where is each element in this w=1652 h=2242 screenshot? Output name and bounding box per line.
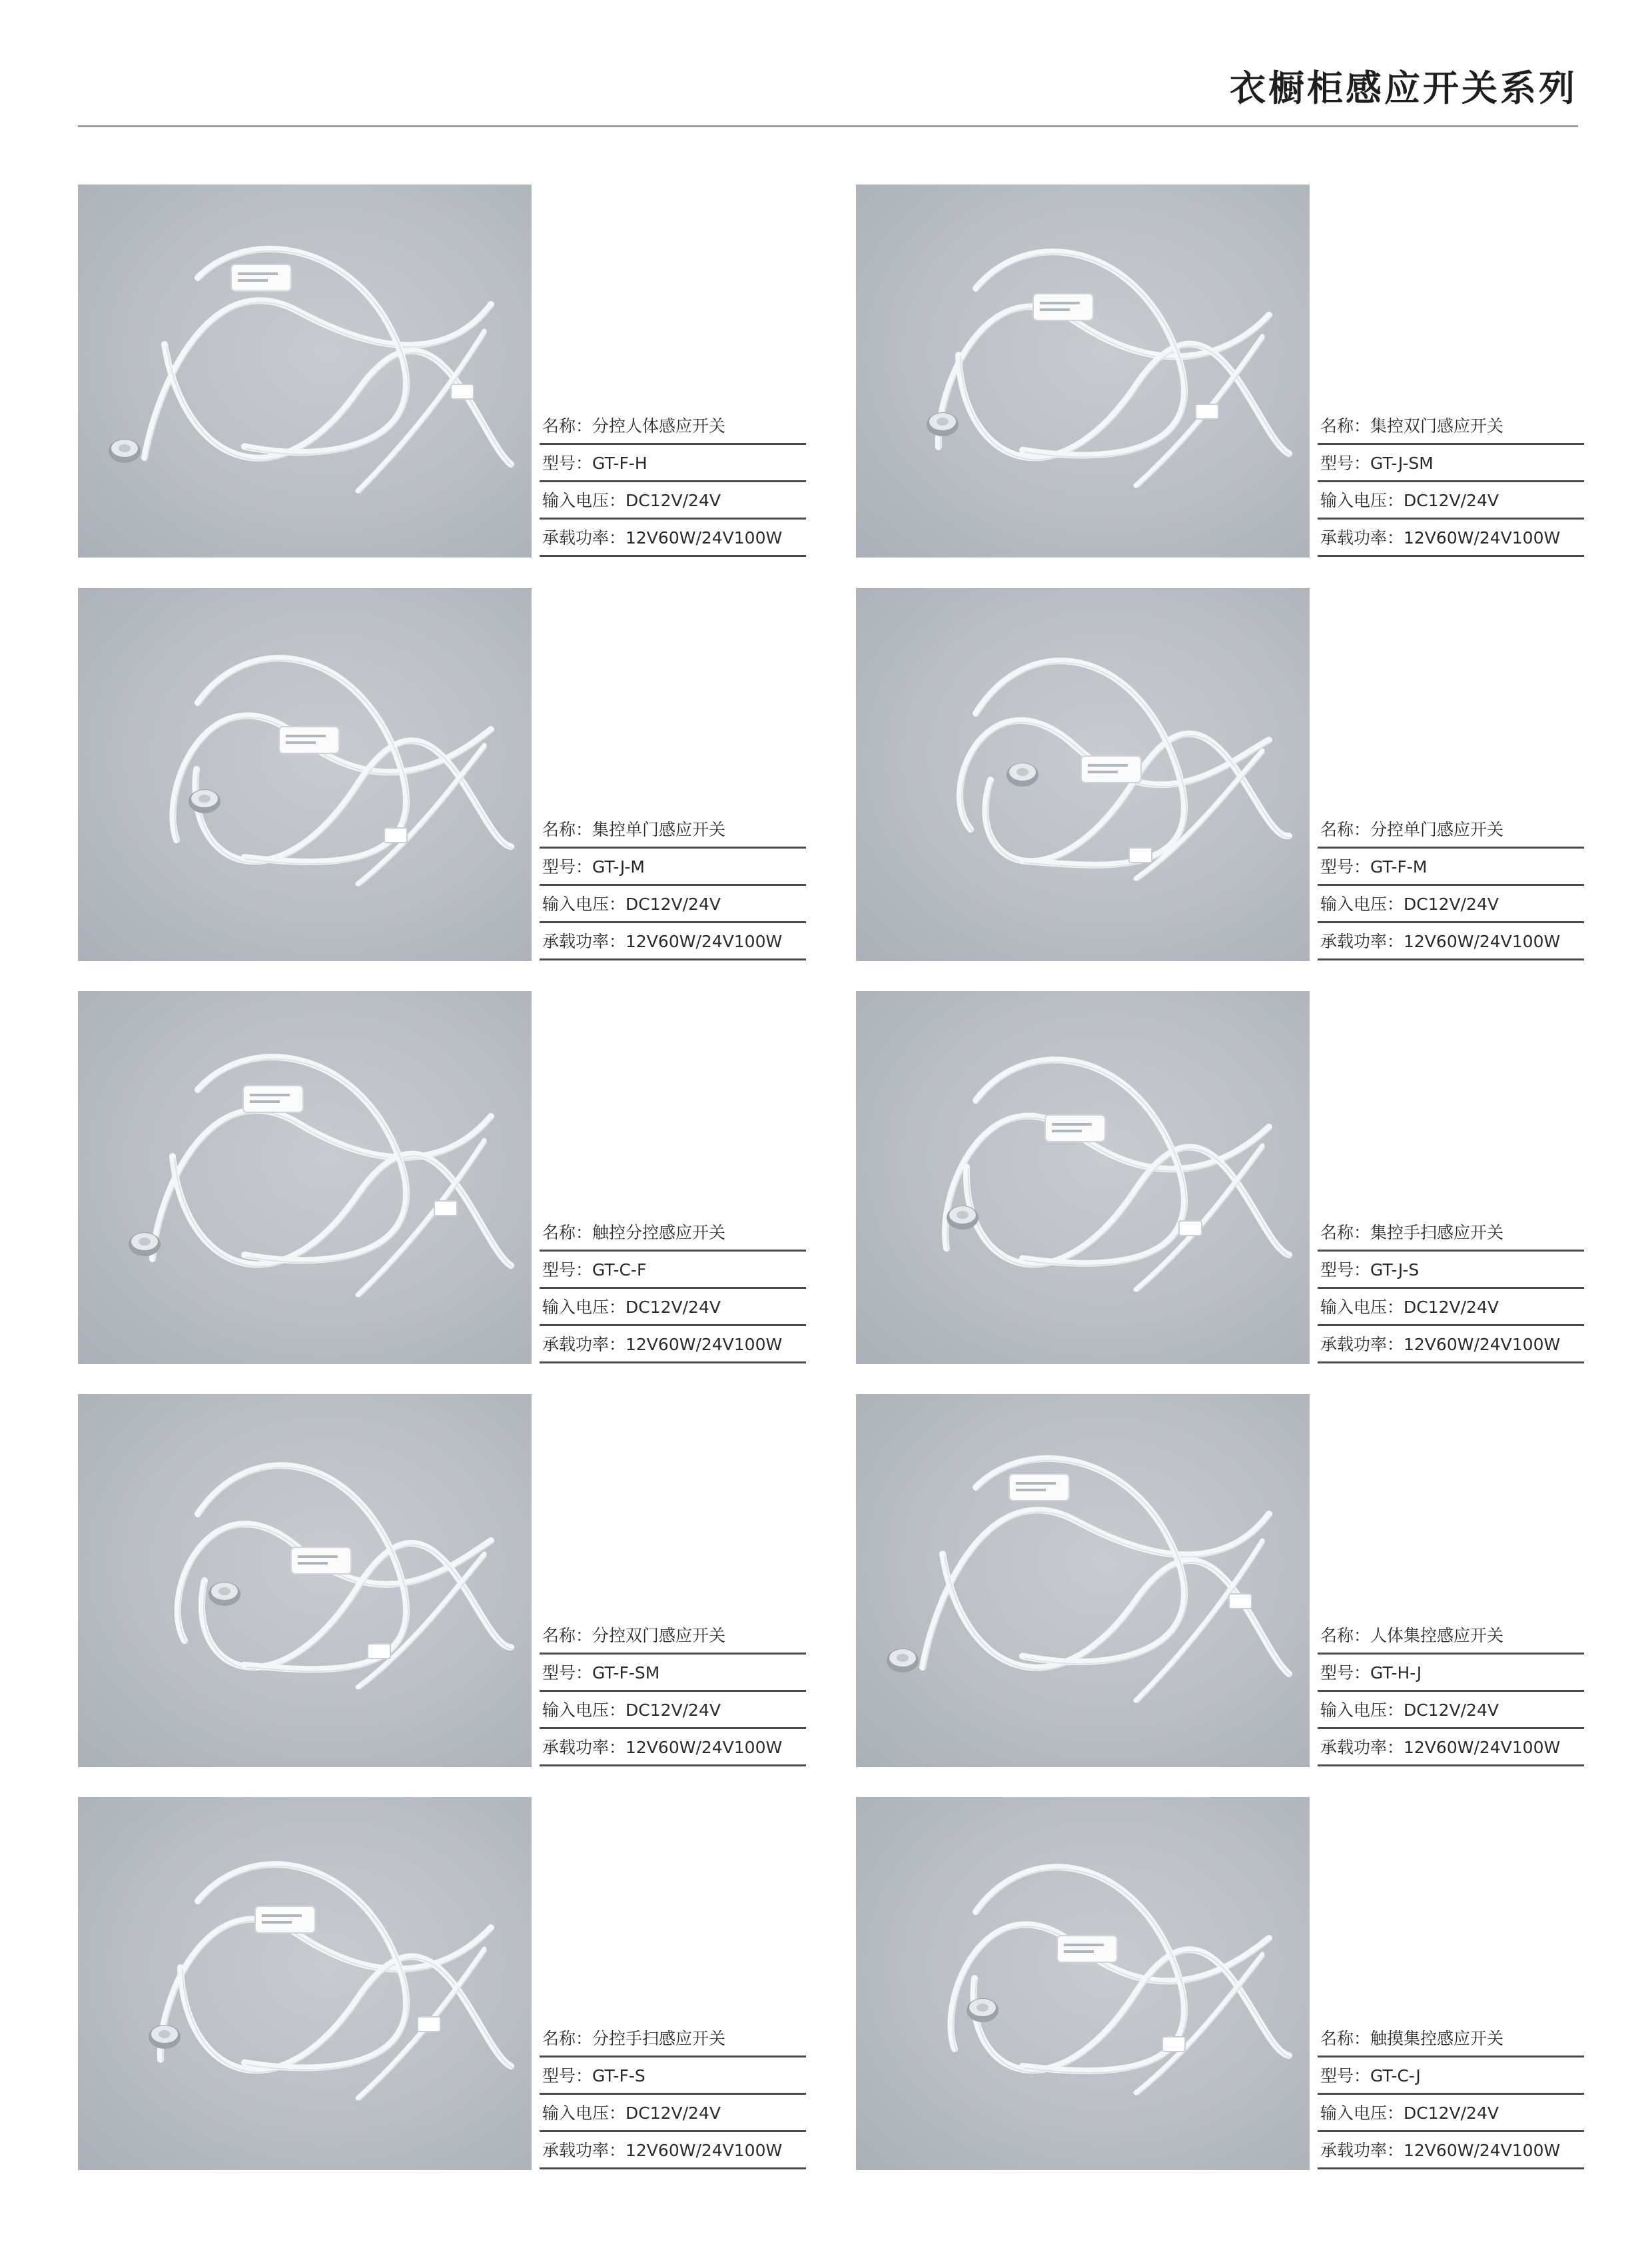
product-name: 名称：分控双门感应开关 <box>540 1617 806 1655</box>
product-photo <box>78 185 532 558</box>
product-voltage: 输入电压：DC12V/24V <box>1318 886 1584 923</box>
product-power: 承载功率：12V60W/24V100W <box>1318 1729 1584 1766</box>
product-power: 承载功率：12V60W/24V100W <box>540 1729 806 1766</box>
product-name: 名称：分控手扫感应开关 <box>540 2020 806 2057</box>
product-model: 型号：GT-J-SM <box>1318 445 1584 482</box>
product-voltage: 输入电压：DC12V/24V <box>1318 1692 1584 1729</box>
product-power: 承载功率：12V60W/24V100W <box>540 2132 806 2169</box>
product-card <box>856 185 1652 558</box>
product-photo <box>78 588 532 961</box>
product-model: 型号：GT-J-M <box>540 849 806 886</box>
product-specs <box>1318 2020 1584 2169</box>
product-card <box>78 185 909 558</box>
product-model: 型号：GT-C-F <box>540 1252 806 1289</box>
product-power: 承载功率：12V60W/24V100W <box>1318 1326 1584 1363</box>
product-name: 名称：分控单门感应开关 <box>1318 811 1584 849</box>
product-power: 承载功率：12V60W/24V100W <box>1318 520 1584 557</box>
product-power: 承载功率：12V60W/24V100W <box>540 520 806 557</box>
product-voltage: 输入电压：DC12V/24V <box>540 482 806 520</box>
product-card <box>78 1797 909 2170</box>
product-name: 名称：集控单门感应开关 <box>540 811 806 849</box>
product-photo <box>856 991 1310 1364</box>
product-photo <box>78 991 532 1364</box>
product-model: 型号：GT-F-S <box>540 2057 806 2095</box>
product-photo <box>856 1797 1310 2170</box>
product-card <box>856 1797 1652 2170</box>
product-power: 承载功率：12V60W/24V100W <box>540 1326 806 1363</box>
product-photo <box>78 1394 532 1767</box>
header-divider <box>78 125 1578 127</box>
product-name: 名称：触控分控感应开关 <box>540 1214 806 1252</box>
product-name: 名称：人体集控感应开关 <box>1318 1617 1584 1655</box>
product-specs <box>1318 1617 1584 1766</box>
product-name: 名称：集控手扫感应开关 <box>1318 1214 1584 1252</box>
product-voltage: 输入电压：DC12V/24V <box>540 1289 806 1326</box>
product-voltage: 输入电压：DC12V/24V <box>540 1692 806 1729</box>
product-specs <box>540 1617 806 1766</box>
product-photo <box>856 588 1310 961</box>
product-voltage: 输入电压：DC12V/24V <box>540 2095 806 2132</box>
product-name: 名称：集控双门感应开关 <box>1318 408 1584 445</box>
product-specs <box>540 2020 806 2169</box>
product-specs <box>1318 811 1584 960</box>
product-voltage: 输入电压：DC12V/24V <box>540 886 806 923</box>
product-specs <box>540 811 806 960</box>
product-card <box>856 588 1652 961</box>
product-power: 承载功率：12V60W/24V100W <box>1318 923 1584 960</box>
product-power: 承载功率：12V60W/24V100W <box>540 923 806 960</box>
product-power: 承载功率：12V60W/24V100W <box>1318 2132 1584 2169</box>
product-photo <box>78 1797 532 2170</box>
product-card <box>856 1394 1652 1767</box>
product-model: 型号：GT-J-S <box>1318 1252 1584 1289</box>
product-name: 名称：分控人体感应开关 <box>540 408 806 445</box>
product-photo <box>856 1394 1310 1767</box>
product-specs <box>1318 408 1584 557</box>
product-model: 型号：GT-F-M <box>1318 849 1584 886</box>
product-card <box>78 991 909 1364</box>
product-card <box>78 1394 909 1767</box>
product-card <box>78 588 909 961</box>
product-model: 型号：GT-F-SM <box>540 1655 806 1692</box>
product-specs <box>540 1214 806 1363</box>
product-voltage: 输入电压：DC12V/24V <box>1318 1289 1584 1326</box>
product-name: 名称：触摸集控感应开关 <box>1318 2020 1584 2057</box>
product-photo <box>856 185 1310 558</box>
product-specs <box>540 408 806 557</box>
product-model: 型号：GT-C-J <box>1318 2057 1584 2095</box>
product-model: 型号：GT-H-J <box>1318 1655 1584 1692</box>
product-voltage: 输入电压：DC12V/24V <box>1318 2095 1584 2132</box>
product-card <box>856 991 1652 1364</box>
product-specs <box>1318 1214 1584 1363</box>
product-model: 型号：GT-F-H <box>540 445 806 482</box>
product-voltage: 输入电压：DC12V/24V <box>1318 482 1584 520</box>
page-title: 衣橱柜感应开关系列 <box>1230 67 1577 109</box>
